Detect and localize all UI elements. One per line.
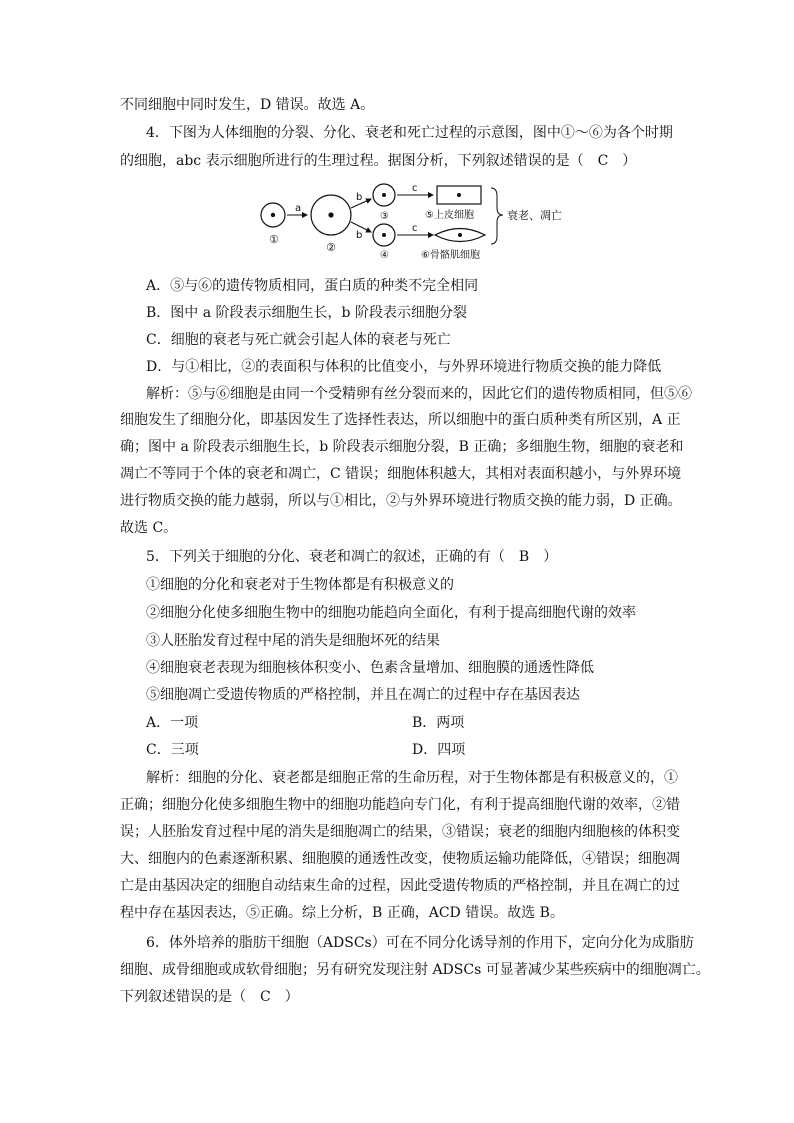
process-b-label-upper: b: [356, 192, 363, 203]
text-line: 正确；细胞分化使多细胞生物中的细胞功能趋向专门化，有利于提高细胞代谢的效率，②错: [120, 797, 680, 813]
option-D: D．与①相比，②的表面积与体积的比值变小，与外界环境进行物质交换的能力降低: [146, 359, 662, 375]
label-cell-1: ①: [269, 233, 279, 246]
option-B: B．图中 a 阶段表示细胞生长，b 阶段表示细胞分裂: [146, 305, 467, 321]
process-a-label: a: [295, 203, 302, 214]
label-cell-4: ④: [380, 250, 389, 260]
text-line: 下列叙述错误的是（ C ）: [120, 989, 299, 1005]
text-line: 大、细胞内的色素逐渐积累、细胞膜的通透性改变，使物质运输功能降低，④错误；细胞凋: [120, 851, 680, 867]
label-cell-3: ③: [380, 211, 389, 222]
brace: [491, 188, 503, 244]
statement-1: ①细胞的分化和衰老对于生物体都是有积极意义的: [146, 577, 454, 593]
label-aging-death: 衰老、凋亡: [507, 209, 562, 222]
text-line: 细胞、成骨细胞或成软骨细胞；另有研究发现注射 ADSCs 可显著减少某些疾病中的细胞凋亡。: [120, 962, 710, 978]
text-line: 的细胞，abc 表示细胞所进行的生理过程。据图分析，下列叙述错误的是（ C ）: [120, 153, 637, 169]
text-line: 误；人胚胎发育过程中尾的消失是细胞凋亡的结果，③错误；衰老的细胞内细胞核的体积变: [120, 824, 680, 840]
question-6-stem: 6．体外培养的脂肪干细胞（ADSCs）可在不同分化诱导剂的作用下，定向分化为成脂肪: [146, 935, 694, 951]
label-cell-2: ②: [326, 241, 336, 254]
statement-5: ⑤细胞凋亡受遗传物质的严格控制，并且在凋亡的过程中存在基因表达: [146, 687, 580, 703]
text-line: 确；图中 a 阶段表示细胞生长，b 阶段表示细胞分裂，B 正确；多细胞生物，细胞的衰老和: [120, 439, 684, 455]
label-skeletal-muscle-cell: ⑥骨骼肌细胞: [421, 250, 480, 260]
process-b-label-lower: b: [356, 230, 363, 241]
option-A: A．⑤与⑥的遗传物质相同，蛋白质的种类不完全相同: [146, 278, 479, 294]
option-A: A．一项: [146, 715, 199, 731]
label-epithelial-cell: ⑤上皮细胞: [425, 210, 474, 221]
text-line: 细胞发生了细胞分化，即基因发生了选择性表达，所以细胞中的蛋白质种类有所区别，A 正: [120, 412, 681, 428]
option-B: B．两项: [412, 715, 465, 731]
question-5-stem: 5．下列关于细胞的分化、衰老和凋亡的叙述，正确的有（ B ）: [146, 549, 558, 565]
text-line: 亡是由基因决定的细胞自动结束生命的过程，因此受遗传物质的严格控制，并且在凋亡的过: [120, 878, 680, 894]
option-C: C．细胞的衰老与死亡就会引起人体的衰老与死亡: [146, 332, 451, 348]
option-D: D．四项: [412, 742, 466, 758]
option-C: C．三项: [146, 742, 199, 758]
statement-3: ③人胚胎发育过程中尾的消失是细胞坏死的结果: [146, 633, 440, 649]
question-4-stem: 4．下图为人体细胞的分裂、分化、衰老和死亡过程的示意图，图中①～⑥为各个时期: [146, 125, 673, 141]
text-line: 不同细胞中同时发生，D 错误。故选 A。: [120, 97, 375, 113]
process-c-label-upper: c: [412, 183, 418, 194]
statement-4: ④细胞衰老表现为细胞核体积变小、色素含量增加、细胞膜的通透性降低: [146, 660, 594, 676]
analysis-4: 解析：⑤与⑥细胞是由同一个受精卵有丝分裂而来的，因此它们的遗传物质相同，但⑤⑥: [146, 386, 692, 402]
text-line: 程中存在基因表达，⑤正确。综上分析，B 正确，ACD 错误。故选 B。: [120, 905, 564, 921]
text-line: 故选 C。: [120, 520, 178, 536]
text-line: 进行物质交换的能力越弱，所以与①相比，②与外界环境进行物质交换的能力弱，D 正确。: [120, 493, 682, 509]
process-c-label-lower: c: [412, 223, 418, 234]
cell-process-diagram: [255, 178, 595, 260]
statement-2: ②细胞分化使多细胞生物中的细胞功能趋向全面化，有利于提高细胞代谢的效率: [146, 605, 636, 621]
analysis-5: 解析：细胞的分化、衰老都是细胞正常的生命历程，对于生物体都是有积极意义的，①: [146, 770, 678, 786]
text-line: 凋亡不等同于个体的衰老和凋亡，C 错误；细胞体积越大，其相对表面积越小，与外界环境: [120, 466, 682, 482]
